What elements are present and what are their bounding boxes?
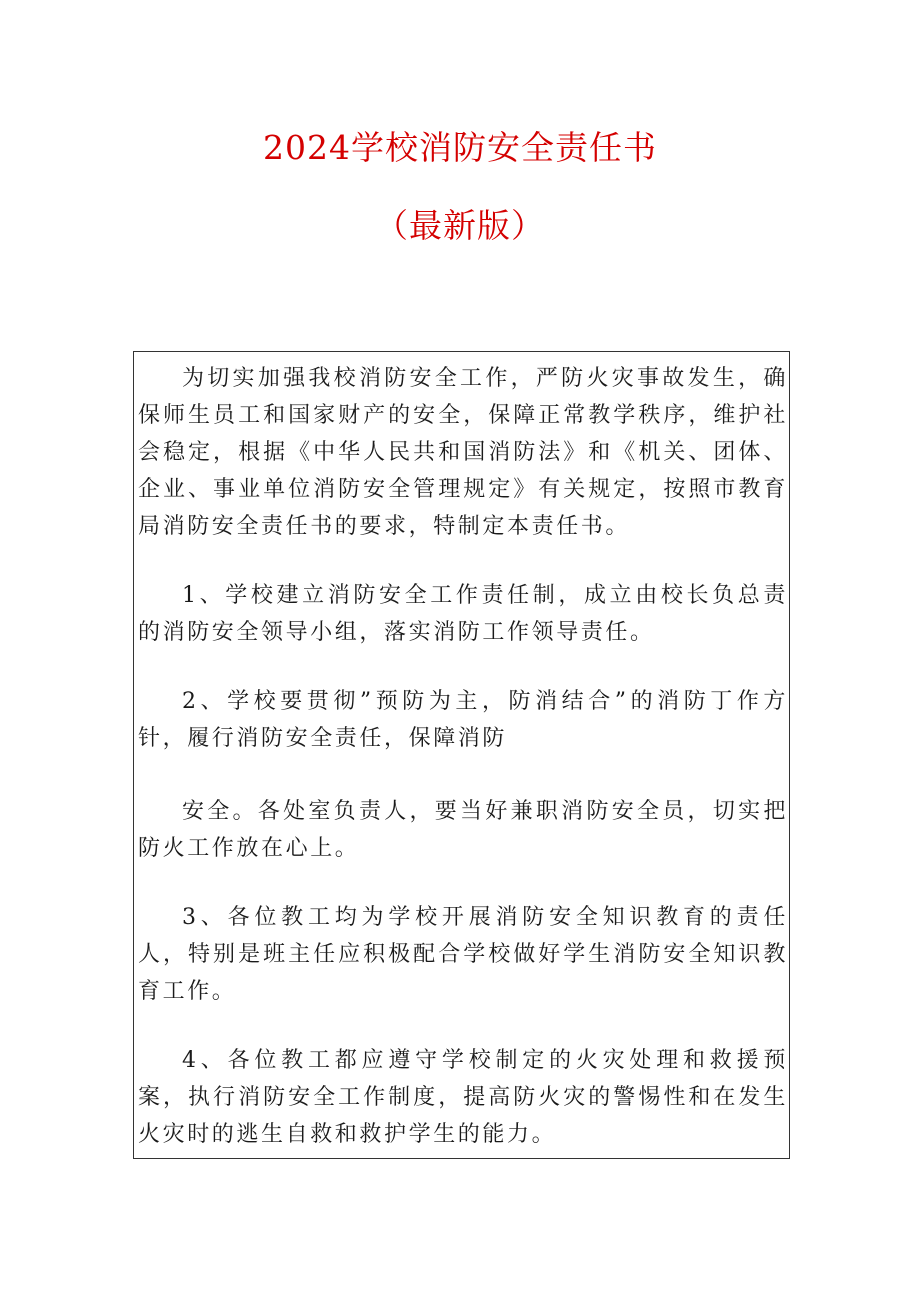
clause-3-paragraph: 3、各位教工均为学校开展消防安全知识教育的责任人，特别是班主任应积极配合学校做好学生消防安全知识教育工作。 — [138, 905, 788, 1004]
clause-4-paragraph: 4、各位教工都应遵守学校制定的火灾处理和救援预案，执行消防安全工作制度，提高防火灾的警惕性和在发生火灾时的逃生自救和救护学生的能力。 — [138, 1048, 788, 1147]
clause-2-continuation-paragraph: 安全。各处室负责人，要当好兼职消防安全员，切实把防火工作放在心上。 — [138, 799, 788, 861]
document-title: 2024学校消防安全责任书 — [263, 128, 657, 167]
clause-2-paragraph: 2、学校要贯彻”预防为主，防消结合”的消防丁作方针，履行消防安全责任，保障消防 — [138, 689, 788, 751]
intro-paragraph: 为切实加强我校消防安全工作，严防火灾事故发生，确保师生员工和国家财产的安全，保障正常教学秩序，维护社会稳定，根据《中华人民共和国消防法》和《机关、团体、企业、事业单位消防安全管理规定》有关规定，按照市教育局消防安全责任书的要求，特制定本责任书。 — [138, 366, 788, 539]
clause-1-paragraph: 1、学校建立消防安全工作责任制，成立由校长负总责的消防安全领导小组，落实消防工作领导责任。 — [138, 583, 788, 645]
content-box — [133, 351, 790, 1159]
document-subtitle: （最新版） — [375, 206, 545, 245]
